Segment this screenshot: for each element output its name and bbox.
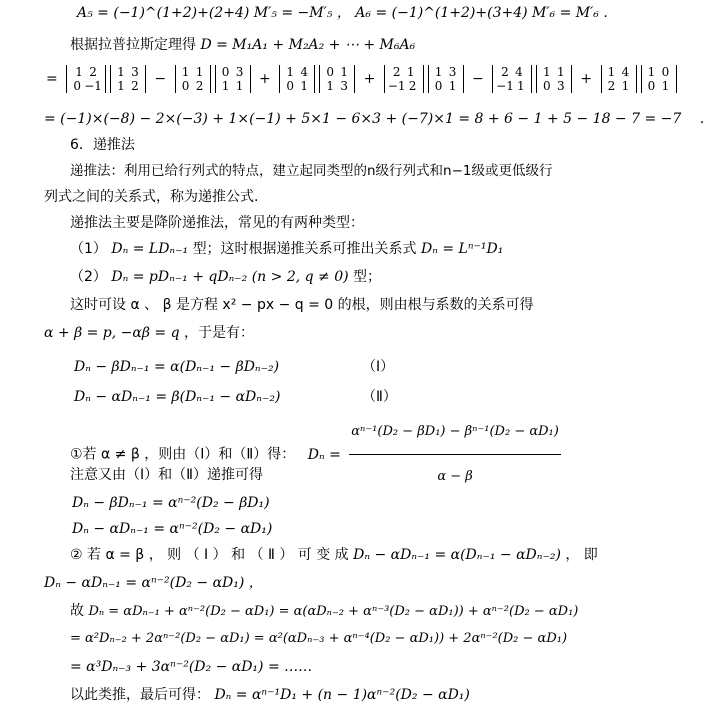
det-7: 2 1 −1 2 — [384, 65, 424, 93]
op-4: + — [363, 71, 376, 87]
type-1-text: 型；这时根据递推关系可推出关系式 — [192, 241, 417, 257]
op-5: − — [471, 71, 484, 87]
definition-line-1: 递推法：利用已给行列式的特点，建立起同类型的n级行列式和n−1级或更低级行 — [70, 163, 553, 179]
roots-line: 这时可设 α 、 β 是方程 x² − px − q = 0 的根，则由根与系数的关系可得 — [70, 297, 534, 313]
derived-1: Dₙ − βDₙ₋₁ = αⁿ⁻²(D₂ − βD₁) — [72, 495, 270, 511]
type-1-result: Dₙ = Lⁿ⁻¹D₁ — [421, 241, 504, 257]
laplace-text: 根据拉普拉斯定理得 — [70, 37, 196, 53]
type-2-text: 型； — [353, 269, 382, 285]
result-line — [44, 110, 704, 128]
case-1-line — [70, 412, 565, 497]
recurrence-2: Dₙ − αDₙ₋₁ = β(Dₙ₋₁ − αDₙ₋₂) — [74, 389, 281, 405]
laplace-formula: D = M₁A₁ + M₂A₂ + ⋯ + M₆A₆ — [200, 37, 416, 53]
types-intro: 递推法主要是降阶递推法，常见的有两种类型： — [70, 215, 364, 231]
result-formula: = (−1)×(−8) − 2×(−3) + 1×(−1) + 5×1 − 6×3 + (−7)×1 = 8 + 6 − 1 + 5 − 18 − 7 = −7 — [44, 111, 682, 127]
det-6: 0 1 1 3 — [319, 65, 355, 93]
conclusion-formula: Dₙ = αⁿ⁻¹D₁ + (n − 1)αⁿ⁻²(D₂ − αD₁) — [214, 687, 470, 703]
case-1-lhs: Dₙ = — [307, 446, 341, 463]
case-2-formula: Dₙ − αDₙ₋₁ = α(Dₙ₋₁ − αDₙ₋₂) — [353, 547, 561, 563]
result-period: . — [699, 111, 704, 127]
case-2-tail: ， 即 — [565, 547, 598, 563]
type-2-line — [70, 268, 381, 286]
det-10: 1 1 0 3 — [536, 65, 572, 93]
determinant-expansion — [44, 64, 679, 94]
det-5: 1 4 0 1 — [279, 65, 315, 93]
op-6: + — [580, 71, 593, 87]
type-2-formula: Dₙ = pDₙ₋₁ + qDₙ₋₂ (n > 2, q ≠ 0) — [111, 269, 349, 285]
conclusion-line — [70, 686, 470, 704]
case-1-text: ①若 α ≠ β ，则由（Ⅰ）和（Ⅱ）得： — [70, 446, 296, 463]
derivation-prefix: 故 — [70, 603, 84, 619]
roots-relation-text: ，于是有： — [184, 325, 254, 341]
formula-a5-a6: A₅ = (−1)^(1+2)+(2+4) M′₅ = −M′₅ ， A₆ = (−1)^(1+2)+(3+4) M′₆ = M′₆ . — [77, 5, 608, 21]
case-2-result: Dₙ − αDₙ₋₁ = αⁿ⁻²(D₂ − αD₁) ， — [44, 575, 263, 591]
fraction-denominator: α − β — [437, 469, 473, 484]
det-3: 1 1 0 2 — [175, 65, 211, 93]
derived-2: Dₙ − αDₙ₋₁ = αⁿ⁻²(D₂ − αD₁) — [72, 521, 273, 537]
type-1-label: （1） — [70, 241, 107, 257]
det-12: 1 0 0 1 — [641, 65, 677, 93]
recurrence-2-tag: （Ⅱ） — [362, 389, 397, 405]
op-lead: = — [46, 71, 58, 87]
derivation-line-3: = α³Dₙ₋₃ + 3αⁿ⁻²(D₂ − αD₁) = …… — [70, 659, 313, 675]
fraction-numerator: αⁿ⁻¹(D₂ − βD₁) − βⁿ⁻¹(D₂ − αD₁) — [349, 412, 561, 455]
recurrence-1: Dₙ − βDₙ₋₁ = α(Dₙ₋₁ − βDₙ₋₂) — [74, 359, 280, 375]
section-heading: 6．递推法 — [70, 137, 135, 153]
det-1: 1 2 0 −1 — [66, 65, 106, 93]
type-1-line — [70, 240, 503, 258]
laplace-line — [70, 36, 415, 54]
roots-relation-line — [44, 324, 254, 342]
case-2-line — [70, 546, 598, 564]
det-8: 1 3 0 1 — [428, 65, 464, 93]
conclusion-text: 以此类推，最后可得： — [70, 687, 210, 703]
definition-line-2: 列式之间的关系式，称为递推公式. — [44, 189, 259, 205]
note-line: 注意又由（Ⅰ）和（Ⅱ）递推可得 — [70, 467, 264, 483]
derivation-line-1 — [70, 602, 578, 621]
det-4: 0 3 1 1 — [215, 65, 251, 93]
case-1-fraction — [349, 412, 561, 497]
derivation-formula-1: Dₙ = αDₙ₋₁ + αⁿ⁻²(D₂ − αD₁) = α(αDₙ₋₂ + αⁿ⁻³(D₂ − αD₁)) + αⁿ⁻²(D₂ − αD₁) — [88, 604, 579, 619]
roots-relation: α + β = p, −αβ = q — [44, 325, 180, 341]
case-2-text: ② 若 α = β ， 则 （ Ⅰ ） 和 （ Ⅱ ） 可 变 成 — [70, 547, 349, 563]
type-2-label: （2） — [70, 269, 107, 285]
det-2: 1 3 1 2 — [110, 65, 146, 93]
op-2: − — [154, 71, 167, 87]
recurrence-1-tag: （Ⅰ） — [362, 359, 395, 375]
derivation-line-2: = α²Dₙ₋₂ + 2αⁿ⁻²(D₂ − αD₁) = α²(αDₙ₋₃ + αⁿ⁻⁴(D₂ − αD₁)) + 2αⁿ⁻²(D₂ − αD₁) — [70, 631, 568, 646]
det-11: 1 4 2 1 — [601, 65, 637, 93]
det-9: 2 4 −1 1 — [492, 65, 532, 93]
type-1-formula: Dₙ = LDₙ₋₁ — [111, 241, 189, 257]
op-3: + — [258, 71, 271, 87]
